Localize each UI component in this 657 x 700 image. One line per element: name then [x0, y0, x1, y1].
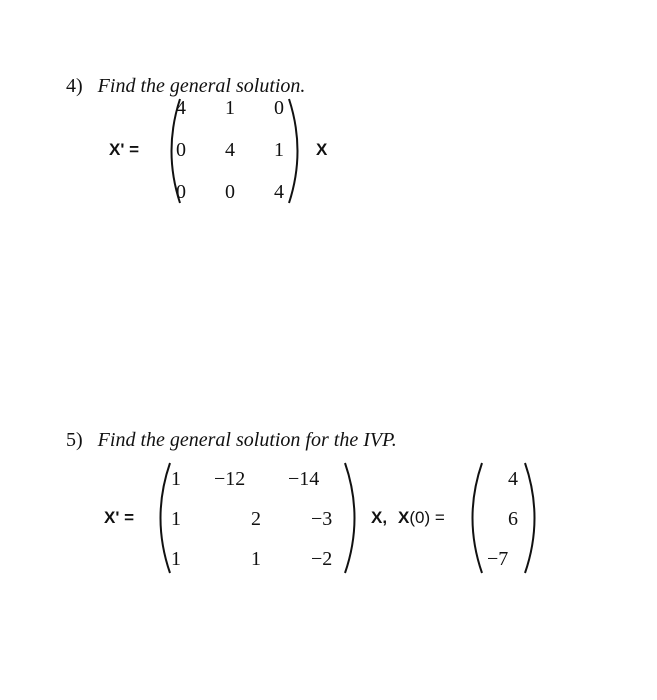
problem-5-initial-label: X: [398, 508, 410, 527]
problem-5-initial-condition: [398, 509, 445, 526]
initial-vector-right-paren: [521, 460, 547, 576]
matrix-5-cell: 1: [171, 508, 181, 530]
initial-vector-cell: 4: [508, 468, 518, 490]
problem-4-instruction: Find the general solution.: [97, 75, 306, 97]
problem-5-instruction: Find the general solution for the IVP.: [97, 429, 397, 451]
problem-5-initial-arg: (0) =: [409, 508, 445, 527]
initial-vector-cell: −7: [487, 548, 509, 570]
matrix-4-cell: 0: [176, 139, 186, 161]
initial-vector-cell: 6: [508, 508, 518, 530]
problem-5-heading: [66, 430, 397, 450]
matrix-5-cell: 1: [171, 548, 181, 570]
matrix-4-cell: 0: [225, 181, 235, 203]
matrix-4-cell: 4: [274, 181, 284, 203]
problem-4-rhs-vector: X: [316, 140, 328, 159]
matrix-5-cell: 2: [251, 508, 261, 530]
matrix-4-cell: 4: [225, 139, 235, 161]
problem-4-lhs: X' =: [109, 140, 140, 159]
problem-4-heading: [66, 76, 305, 96]
matrix-5-cell: −3: [311, 508, 333, 530]
matrix-4-cell: 1: [225, 97, 235, 119]
problem-4-right-paren: [285, 96, 309, 206]
matrix-4-cell: 4: [176, 97, 186, 119]
matrix-4-cell: 0: [176, 181, 186, 203]
problem-5-lhs: X' =: [104, 508, 135, 527]
problem-5-right-paren: [341, 460, 367, 576]
matrix-5-cell: −2: [311, 548, 333, 570]
initial-vector-left-paren: [460, 460, 486, 576]
problem-5-rhs-vector: X,: [371, 508, 388, 527]
matrix-5-cell: 1: [251, 548, 261, 570]
matrix-4-cell: 0: [274, 97, 284, 119]
problem-5-number: 5): [66, 429, 83, 451]
matrix-5-cell: 1: [171, 468, 181, 490]
matrix-5-cell: −14: [288, 468, 320, 490]
problem-4-number: 4): [66, 75, 83, 97]
matrix-4-cell: 1: [274, 139, 284, 161]
matrix-5-cell: −12: [214, 468, 246, 490]
